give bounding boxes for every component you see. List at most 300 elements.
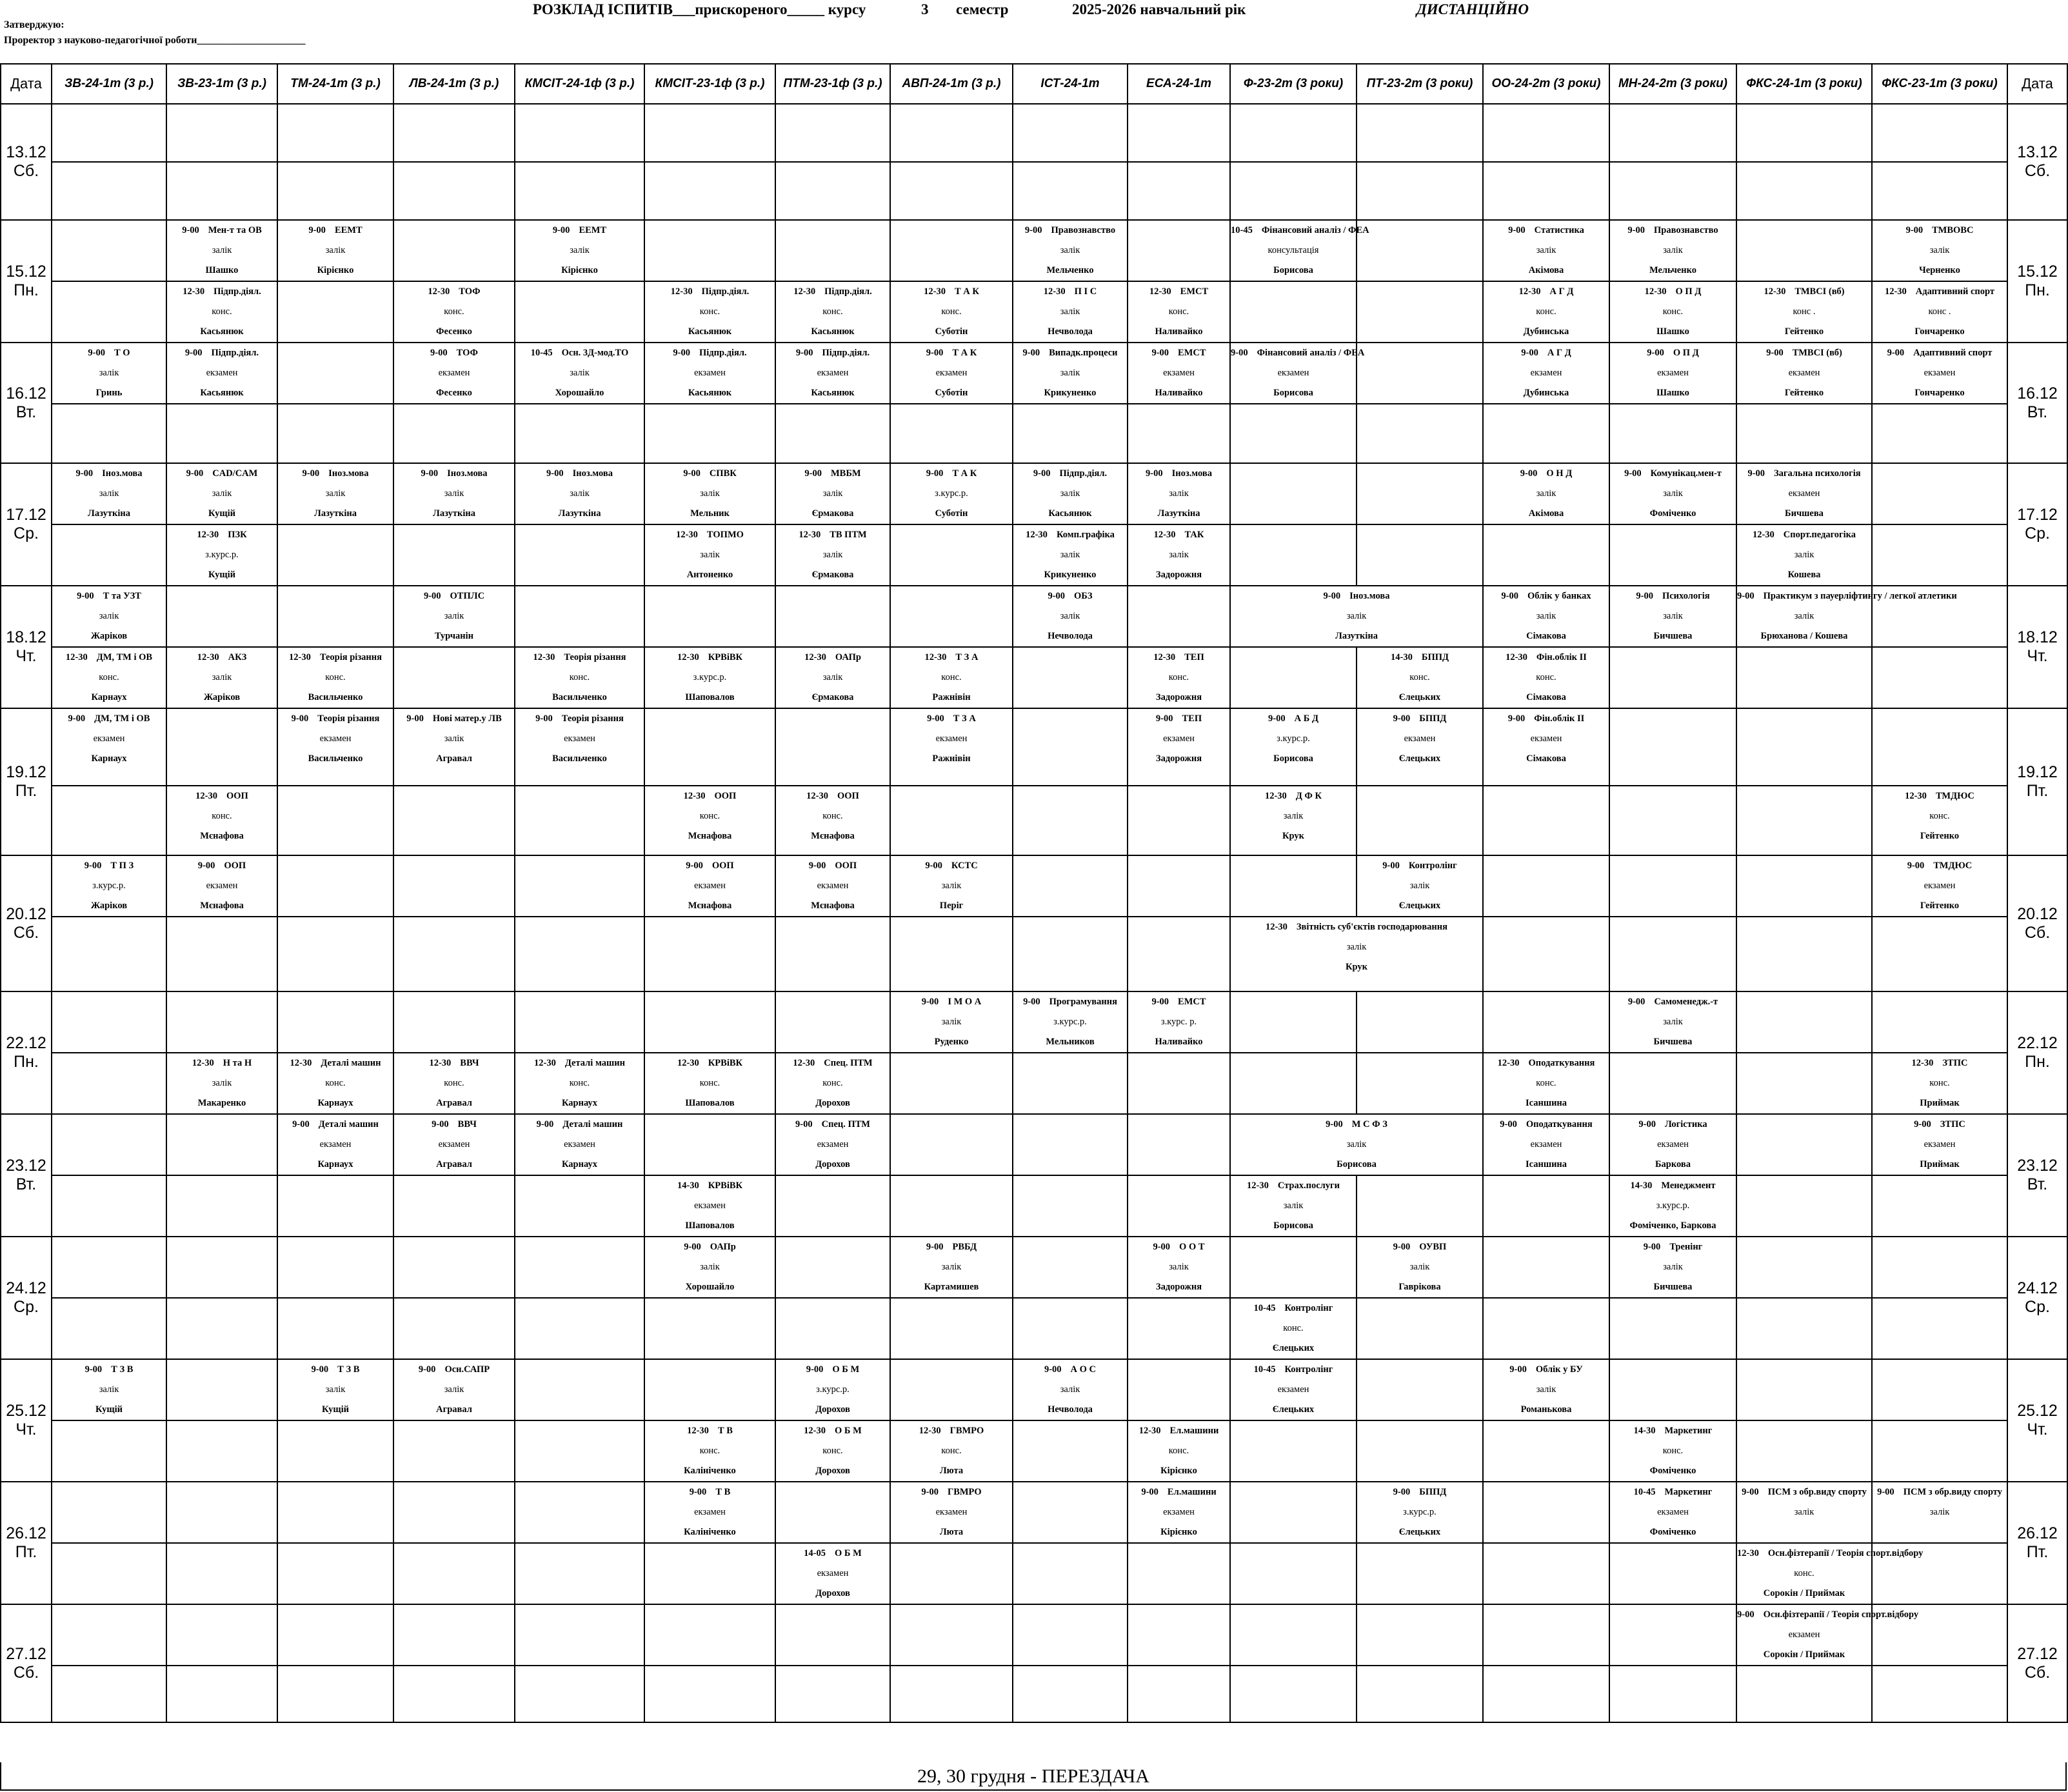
exam-type: залік: [1060, 611, 1080, 621]
exam-teacher: Ісаншина: [1525, 1098, 1567, 1108]
exam-cell: [166, 586, 277, 647]
exam-time: 9-00: [689, 1487, 707, 1497]
exam-title-line: [1013, 586, 1127, 606]
weekday: Сб.: [2024, 923, 2051, 942]
exam-cell: [277, 1666, 393, 1722]
exam-subject: Іноз.мова: [572, 468, 613, 479]
exam-cell: [1128, 281, 1230, 343]
academic-year: 2025-2026 навчальний рік: [1072, 1, 1246, 17]
exam-teacher: Задорожня: [1155, 570, 1202, 580]
exam-cell: [1609, 404, 1736, 463]
exam-cell: [515, 586, 644, 647]
exam-title-line: [891, 1237, 1012, 1257]
exam-type: залік: [1536, 245, 1556, 255]
exam-cell: [1872, 1175, 2007, 1237]
exam-title-line: [645, 1421, 775, 1441]
exam-cell: [515, 1175, 644, 1237]
exam-cell: [1872, 220, 2007, 281]
exam-time: 12-30: [924, 652, 947, 662]
exam-cell: [890, 1053, 1013, 1114]
weekday: Пт.: [15, 782, 37, 800]
exam-type: з.курс.р.: [92, 881, 126, 891]
exam-subject: Фінансовий аналіз / ФЕА: [1257, 348, 1365, 358]
exam-cell: [1872, 162, 2007, 220]
exam-teacher: Мєнафова: [200, 901, 244, 911]
date-cell-right: [2007, 1114, 2067, 1237]
exam-type: залік: [1663, 245, 1683, 255]
exam-type: залік: [1536, 611, 1556, 621]
exam-cell: [1357, 162, 1483, 220]
exam-subject: Осн.фізтерапії / Теорія спорт.відбору: [1767, 1548, 1924, 1558]
exam-time: 12-30: [1247, 1180, 1269, 1191]
table-row: [1, 524, 2067, 586]
exam-subject: Комунікац.мен-т: [1650, 468, 1722, 479]
exam-cell: [277, 281, 393, 343]
exam-subject: ООП: [711, 861, 734, 871]
exam-type: залік: [1794, 1507, 1814, 1517]
exam-cell: [1736, 1298, 1872, 1359]
exam-cell: [1013, 647, 1128, 708]
exam-teacher: Шашко: [205, 265, 239, 275]
exam-cell: [1483, 404, 1609, 463]
exam-title-line: [1610, 464, 1736, 484]
exam-cell: [1357, 343, 1483, 404]
exam-cell: [393, 991, 515, 1053]
exam-time: 9-00: [1624, 468, 1642, 479]
exam-cell: [1357, 1666, 1483, 1722]
exam-time: 12-30: [1644, 286, 1667, 297]
exam-subject: Логістика: [1664, 1119, 1707, 1130]
exam-cell: [1230, 1359, 1357, 1420]
exam-title-line: [1873, 1115, 2007, 1135]
exam-cell: [393, 524, 515, 586]
exam-title-line: [1610, 1482, 1736, 1502]
exam-title-line: [167, 525, 277, 545]
exam-subject: Теорія різання: [564, 652, 626, 662]
exam-cell: [644, 281, 775, 343]
exam-teacher: Бичшева: [1653, 1037, 1693, 1047]
exam-title-line: [394, 709, 514, 729]
exam-time: 14-30: [677, 1180, 699, 1191]
exam-cell: [775, 1543, 890, 1604]
exam-title-line: [776, 464, 890, 484]
exam-type: екзамен: [935, 733, 968, 744]
exam-type: залік: [1794, 550, 1814, 560]
exam-cell: [775, 1237, 890, 1298]
exam-cell: [52, 1543, 166, 1604]
exam-cell: [775, 708, 890, 786]
exam-cell: [1357, 1604, 1483, 1666]
date-value: 15.12: [2017, 263, 2058, 281]
exam-cell: [166, 1053, 277, 1114]
schedule-title: РОЗКЛАД ІСПИТІВ___прискореного_____ курсу: [533, 1, 866, 17]
exam-cell: [52, 708, 166, 786]
exam-cell: [1609, 586, 1736, 647]
exam-title-line: [515, 343, 644, 363]
exam-teacher: Агравал: [436, 753, 472, 764]
exam-cell: [775, 1298, 890, 1359]
exam-cell: [775, 281, 890, 343]
exam-type: залік: [212, 672, 232, 682]
exam-type: залік: [1663, 611, 1683, 621]
exam-subject: О Б М: [832, 1364, 860, 1375]
exam-cell: [52, 1359, 166, 1420]
exam-cell: [1128, 1666, 1230, 1722]
exam-teacher: Сорокін / Приймак: [1763, 1649, 1845, 1660]
exam-subject: Деталі машин: [318, 1119, 379, 1130]
exam-subject: О Н Д: [1546, 468, 1573, 479]
exam-cell: [515, 1604, 644, 1666]
date-cell-left: [1, 104, 52, 220]
exam-type: екзамен: [1788, 368, 1820, 378]
weekday: Ср.: [14, 1298, 39, 1316]
exam-subject: ТМВОВС: [1932, 225, 1974, 235]
exam-cell: [890, 647, 1013, 708]
exam-title-line: [1231, 343, 1365, 363]
exam-time: 9-00: [77, 591, 94, 601]
exam-subject: Тренінг: [1669, 1242, 1703, 1252]
exam-title-line: [1013, 464, 1127, 484]
exam-teacher: Антоненко: [686, 570, 733, 580]
date-value: 13.12: [2017, 143, 2058, 162]
exam-cell: [1736, 1666, 1872, 1722]
exam-type: екзамен: [319, 733, 352, 744]
exam-title-line: [1484, 343, 1609, 363]
exam-cell: [277, 1420, 393, 1482]
exam-cell: [1128, 1359, 1230, 1420]
exam-cell: [1013, 524, 1128, 586]
exam-cell: [52, 404, 166, 463]
exam-title-line: [1231, 786, 1356, 806]
exam-title-line: [891, 992, 1012, 1012]
exam-time: 9-00: [418, 1364, 436, 1375]
exam-title-line: [645, 856, 775, 876]
table-row: [1, 1482, 2067, 1543]
exam-type: з.курс.р.: [816, 1384, 850, 1395]
group-header: ЗВ-24-1т (3 р.): [52, 64, 166, 104]
exam-title-line: [1484, 1360, 1609, 1380]
exam-title-line: [278, 221, 393, 241]
exam-teacher: Черненко: [1919, 265, 1960, 275]
exam-cell: [393, 1053, 515, 1114]
exam-cell: [515, 281, 644, 343]
exam-cell: [1483, 1420, 1609, 1482]
exam-subject: Правознавство: [1654, 225, 1718, 235]
exam-subject: Т А К: [952, 348, 977, 358]
exam-time: 9-00: [926, 468, 944, 479]
exam-title-line: [1484, 1115, 1609, 1135]
exam-time: 9-00: [1636, 591, 1653, 601]
exam-cell: [1128, 1053, 1230, 1114]
exam-cell: [775, 463, 890, 524]
exam-title-line: [515, 464, 644, 484]
exam-cell: [1609, 1237, 1736, 1298]
study-mode: ДИСТАНЦІЙНО: [1417, 1, 1529, 17]
exam-cell: [644, 1175, 775, 1237]
exam-subject: ООП: [714, 791, 737, 801]
exam-title-line: [515, 709, 644, 729]
exam-teacher: Ісаншина: [1525, 1159, 1567, 1170]
exam-cell: [890, 708, 1013, 786]
exam-teacher: Сімакова: [1526, 692, 1566, 702]
exam-cell: [775, 220, 890, 281]
exam-teacher: Задорожня: [1155, 753, 1202, 764]
exam-subject: Спец. ПТМ: [824, 1058, 873, 1068]
exam-cell: [1230, 1543, 1357, 1604]
exam-time: 12-30: [65, 652, 88, 662]
exam-cell: [515, 1543, 644, 1604]
exam-time: 9-00: [1887, 348, 1905, 358]
exam-title-line: [891, 648, 1012, 668]
exam-time: 9-00: [85, 1364, 103, 1375]
exam-teacher: Карнаух: [561, 1159, 597, 1170]
exam-cell: [1013, 1543, 1128, 1604]
exam-teacher: Васильченко: [308, 753, 363, 764]
exam-teacher: Кірієнко: [1160, 1466, 1197, 1476]
exam-teacher: Калініченко: [684, 1466, 736, 1476]
exam-subject: Теорія різання: [561, 713, 624, 724]
exam-type: екзамен: [206, 881, 238, 891]
exam-teacher: Приймак: [1920, 1159, 1960, 1170]
exam-cell: [1013, 786, 1128, 855]
exam-type: екзамен: [1924, 368, 1956, 378]
exam-title-line: [278, 709, 393, 729]
exam-teacher: Шаповалов: [685, 692, 735, 702]
exam-time: 10-45: [1253, 1303, 1276, 1313]
exam-title-line: [515, 1115, 644, 1135]
exam-title-line: [278, 1053, 393, 1073]
exam-time: 12-30: [1764, 286, 1786, 297]
exam-title-line: [1013, 992, 1127, 1012]
exam-time: 10-45: [1253, 1364, 1276, 1375]
exam-cell: [644, 917, 775, 991]
exam-type: з.курс.р.: [1053, 1017, 1087, 1027]
exam-time: 12-30: [1752, 530, 1775, 540]
exam-teacher: Фесенко: [436, 388, 472, 398]
exam-time: 9-00: [1151, 997, 1169, 1007]
exam-title-line: [1737, 464, 1871, 484]
exam-cell: [277, 162, 393, 220]
exam-cell: [1013, 1053, 1128, 1114]
exam-cell: [644, 991, 775, 1053]
weekday: Сб.: [13, 923, 39, 942]
exam-cell: [1013, 343, 1128, 404]
exam-cell: [1736, 1237, 1872, 1298]
date-column-header-right: Дата: [2007, 64, 2067, 104]
exam-cell: [166, 855, 277, 917]
date-value: 19.12: [6, 763, 46, 782]
group-header: ЗВ-23-1т (3 р.): [166, 64, 277, 104]
exam-cell: [52, 991, 166, 1053]
exam-cell: [1872, 463, 2007, 524]
exam-title-line: [1737, 525, 1871, 545]
exam-type: конс.: [1409, 672, 1430, 682]
exam-type: конс.: [1168, 1446, 1189, 1456]
exam-time: 9-00: [1048, 591, 1066, 601]
exam-type: залік: [1536, 1384, 1556, 1395]
exam-cell: [1357, 404, 1483, 463]
exam-cell: [166, 1237, 277, 1298]
exam-subject: Нові матер.у ЛВ: [432, 713, 502, 724]
exam-time: 9-00: [1521, 348, 1538, 358]
exam-teacher: Карнаух: [561, 1098, 597, 1108]
exam-subject: Комп.графіка: [1056, 530, 1115, 540]
exam-cell: [515, 343, 644, 404]
exam-teacher: Гейтенко: [1920, 831, 1960, 841]
exam-cell: [515, 1237, 644, 1298]
exam-cell: [1609, 917, 1736, 991]
exam-title-line: [776, 282, 890, 302]
group-header: КМСІТ-23-1ф (3 р.): [644, 64, 775, 104]
exam-cell: [1128, 1114, 1230, 1175]
exam-cell: [1357, 1175, 1483, 1237]
exam-cell: [515, 220, 644, 281]
exam-teacher: Наливайко: [1155, 388, 1203, 398]
exam-subject: А Г Д: [1547, 348, 1571, 358]
exam-cell: [1230, 786, 1357, 855]
weekday: Сб.: [2024, 162, 2051, 180]
exam-cell: [1609, 1053, 1736, 1114]
exam-teacher: Карнаух: [317, 1159, 353, 1170]
exam-cell: [277, 1604, 393, 1666]
exam-time: 12-30: [1026, 530, 1048, 540]
exam-cell: [52, 1420, 166, 1482]
exam-subject: Контролінг: [1408, 861, 1457, 871]
exam-cell: [393, 343, 515, 404]
exam-type: конс.: [1536, 1078, 1556, 1088]
exam-cell: [775, 162, 890, 220]
exam-teacher: Гейтенко: [1784, 326, 1824, 337]
exam-cell: [1128, 991, 1230, 1053]
exam-time: 9-00: [921, 1487, 939, 1497]
exam-cell: [1013, 855, 1128, 917]
exam-cell: [1609, 463, 1736, 524]
exam-cell: [1230, 1298, 1357, 1359]
exam-type: конс.: [99, 672, 119, 682]
exam-type: екзамен: [694, 368, 726, 378]
exam-cell: [1736, 786, 1872, 855]
exam-title-line: [1357, 1237, 1482, 1257]
weekday: Чт.: [2027, 647, 2048, 665]
exam-time: 9-00: [1033, 468, 1051, 479]
exam-cell: [52, 281, 166, 343]
exam-cell: [1483, 1237, 1609, 1298]
exam-subject: Страх.послуги: [1277, 1180, 1340, 1191]
table-row: [1, 1114, 2067, 1175]
exam-teacher: Нечволода: [1048, 326, 1093, 337]
exam-time: 9-00: [184, 348, 203, 358]
exam-time: 9-00: [1737, 591, 1755, 601]
exam-type: залік: [1346, 611, 1367, 621]
exam-time: 12-30: [924, 286, 946, 297]
exam-cell: [644, 220, 775, 281]
exam-cell: [1483, 991, 1609, 1053]
exam-cell: [775, 1482, 890, 1543]
exam-title-line: [278, 1360, 393, 1380]
exam-teacher: Кірієнко: [317, 265, 354, 275]
exam-cell: [1609, 220, 1736, 281]
exam-subject: СПВК: [709, 468, 737, 479]
exam-time: 9-00: [535, 713, 553, 724]
table-row: [1, 343, 2067, 404]
exam-subject: ОАПр: [710, 1242, 736, 1252]
exam-time: 12-30: [1911, 1058, 1934, 1068]
exam-cell: [1736, 708, 1872, 786]
exam-time: 12-30: [1737, 1548, 1759, 1558]
date-cell-left: [1, 463, 52, 586]
exam-type: залік: [1929, 1507, 1950, 1517]
exam-cell: [277, 220, 393, 281]
exam-title-line: [1357, 709, 1482, 729]
exam-title-line: [891, 856, 1012, 876]
exam-time: 9-00: [1877, 1487, 1894, 1497]
table-row: [1, 1237, 2067, 1298]
exam-cell: [1483, 708, 1609, 786]
exam-teacher: Гончаренко: [1914, 326, 1965, 337]
exam-teacher: Фесенко: [436, 326, 472, 337]
exam-cell: [1872, 104, 2007, 162]
exam-teacher: Гаврікова: [1398, 1282, 1441, 1292]
exam-cell: [52, 104, 166, 162]
exam-type: залік: [1663, 1262, 1683, 1272]
exam-time: 9-00: [927, 713, 944, 724]
exam-title-line: [776, 1053, 890, 1073]
exam-time: 9-00: [1509, 1364, 1527, 1375]
exam-subject: Іноз.мова: [1349, 591, 1390, 601]
exam-title-line: [1231, 1360, 1356, 1380]
exam-type: залік: [99, 1384, 119, 1395]
exam-cell: [1609, 647, 1736, 708]
exam-cell: [52, 162, 166, 220]
exam-title-line: [1128, 464, 1229, 484]
exam-cell: [1736, 524, 1872, 586]
exam-teacher: Кущій: [208, 508, 236, 519]
exam-cell: [393, 1359, 515, 1420]
date-cell-left: [1, 1359, 52, 1482]
exam-cell: [1357, 104, 1483, 162]
exam-cell: [1483, 1666, 1609, 1722]
exam-cell: [52, 855, 166, 917]
exam-cell: [1483, 855, 1609, 917]
exam-cell: [166, 1359, 277, 1420]
date-cell-left: [1, 1482, 52, 1604]
exam-cell: [1013, 917, 1128, 991]
exam-cell: [393, 281, 515, 343]
exam-title-line: [1231, 917, 1482, 937]
exam-title-line: [278, 648, 393, 668]
exam-subject: БППД: [1421, 652, 1449, 662]
exam-time: 9-00: [1501, 591, 1518, 601]
exam-cell: [1357, 1543, 1483, 1604]
exam-time: 9-00: [1023, 997, 1040, 1007]
exam-type: залік: [444, 733, 464, 744]
date-value: 27.12: [6, 1644, 46, 1663]
exam-title-line: [1610, 1115, 1736, 1135]
exam-teacher: Касьянюк: [811, 326, 855, 337]
semester-label: семестр: [956, 1, 1009, 17]
exam-cell: [644, 855, 775, 917]
exam-cell: [515, 708, 644, 786]
exam-cell: [890, 1359, 1013, 1420]
exam-time: 12-30: [670, 286, 693, 297]
exam-cell: [775, 786, 890, 855]
exam-time: 12-30: [197, 652, 219, 662]
exam-type: залік: [1169, 488, 1189, 499]
exam-teacher: Задорожня: [1155, 1282, 1202, 1292]
exam-title-line: [1873, 1053, 2007, 1073]
exam-teacher: Касьянюк: [688, 388, 732, 398]
exam-type: конс.: [1536, 672, 1556, 682]
